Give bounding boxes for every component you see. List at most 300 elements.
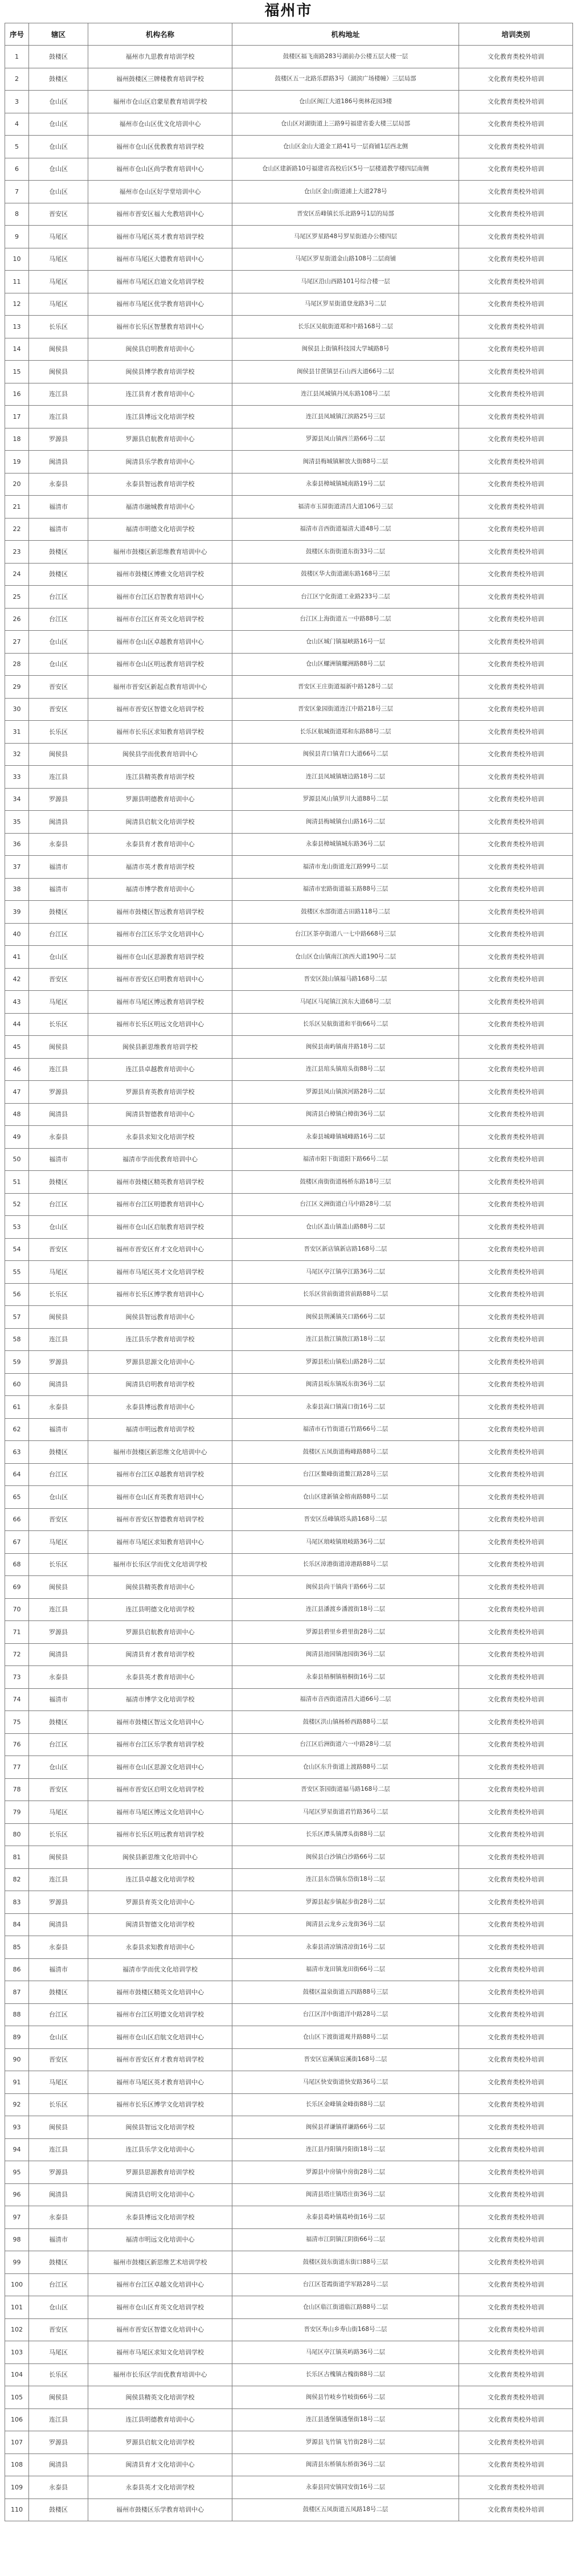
cell-index: 37: [5, 856, 29, 879]
cell-institution-address: 闽侯县荆溪镇关口路66号二层: [232, 1306, 459, 1329]
header-institution-name: 机构名称: [88, 23, 232, 46]
cell-district: 仓山区: [29, 2296, 88, 2319]
cell-index: 32: [5, 743, 29, 766]
cell-district: 长乐区: [29, 1823, 88, 1846]
cell-index: 51: [5, 1171, 29, 1194]
cell-training-category: 文化教育类校外培训: [459, 113, 573, 136]
table-row: [5, 1396, 573, 1419]
cell-district: 台江区: [29, 923, 88, 946]
cell-district: 闽侯县: [29, 338, 88, 361]
cell-district: 马尾区: [29, 248, 88, 271]
cell-index: 81: [5, 1846, 29, 1869]
cell-district: 闽清县: [29, 1373, 88, 1396]
cell-institution-address: 台江区苍霞街道学军路28号二层: [232, 2273, 459, 2296]
cell-index: 100: [5, 2273, 29, 2296]
cell-institution-name: 福州市马尾区求知教育培训中心: [88, 1531, 232, 1554]
cell-institution-address: 仓山区盖山镇盖山路88号二层: [232, 1216, 459, 1239]
table-row: [5, 2431, 573, 2454]
cell-district: 福清市: [29, 1418, 88, 1441]
cell-district: 闽侯县: [29, 1306, 88, 1329]
cell-index: 24: [5, 563, 29, 586]
table-row: [5, 518, 573, 541]
table-row: [5, 676, 573, 699]
cell-institution-name: 福州市仓山区优教教育培训学校: [88, 136, 232, 158]
cell-training-category: 文化教育类校外培训: [459, 496, 573, 519]
cell-institution-address: 马尾区亭江镇英屿路36号二层: [232, 2341, 459, 2364]
table-row: [5, 1238, 573, 1261]
cell-index: 7: [5, 181, 29, 203]
cell-district: 晋安区: [29, 698, 88, 721]
cell-district: 仓山区: [29, 1756, 88, 1779]
table-row: [5, 1666, 573, 1689]
cell-institution-name: 福州市台江区卓越教育培训学校: [88, 1463, 232, 1486]
cell-training-category: 文化教育类校外培训: [459, 68, 573, 91]
cell-district: 台江区: [29, 2003, 88, 2026]
table-row: [5, 811, 573, 834]
cell-district: 仓山区: [29, 946, 88, 969]
cell-institution-address: 台江区上海街道五一中路88号二层: [232, 608, 459, 631]
cell-index: 55: [5, 1261, 29, 1284]
table-row: [5, 46, 573, 68]
cell-district: 长乐区: [29, 2093, 88, 2116]
cell-institution-address: 永泰县樟城镇城南路19号二层: [232, 473, 459, 496]
cell-training-category: 文化教育类校外培训: [459, 1103, 573, 1126]
cell-institution-name: 福清市明远文化培训中心: [88, 2228, 232, 2251]
cell-institution-name: 连江县乐学文化培训中心: [88, 2138, 232, 2161]
cell-index: 90: [5, 2048, 29, 2071]
cell-index: 30: [5, 698, 29, 721]
table-row: [5, 878, 573, 901]
cell-training-category: 文化教育类校外培训: [459, 316, 573, 338]
cell-index: 3: [5, 91, 29, 113]
cell-institution-address: 福清市龙田镇龙田街66号二层: [232, 1958, 459, 1981]
table-row: [5, 1418, 573, 1441]
cell-institution-name: 罗源县启航教育培训中心: [88, 428, 232, 451]
page-title: 福州市: [264, 2, 313, 19]
cell-institution-name: 闽侯县智远教育培训中心: [88, 1306, 232, 1329]
table-row: [5, 136, 573, 158]
table-row: [5, 1081, 573, 1104]
cell-training-category: 文化教育类校外培训: [459, 2273, 573, 2296]
cell-index: 16: [5, 383, 29, 406]
cell-institution-address: 仓山区城门镇福峡路16号一层: [232, 631, 459, 654]
table-row: [5, 653, 573, 676]
cell-index: 98: [5, 2228, 29, 2251]
cell-institution-address: 罗源县凤山镇罗川大道88号二层: [232, 788, 459, 811]
cell-index: 79: [5, 1801, 29, 1824]
cell-training-category: 文化教育类校外培训: [459, 878, 573, 901]
cell-district: 鼓楼区: [29, 1441, 88, 1464]
cell-training-category: 文化教育类校外培训: [459, 2183, 573, 2206]
cell-institution-address: 鼓楼区五凤街道五凤路18号二层: [232, 2499, 459, 2521]
table-row: [5, 2251, 573, 2274]
cell-index: 40: [5, 923, 29, 946]
table-row: [5, 1936, 573, 1959]
cell-institution-name: 福州市台江区乐学文化培训中心: [88, 923, 232, 946]
cell-training-category: 文化教育类校外培训: [459, 2476, 573, 2499]
table-row: [5, 1553, 573, 1576]
cell-index: 96: [5, 2183, 29, 2206]
cell-institution-name: 闽清县乐学教育培训中心: [88, 451, 232, 473]
cell-institution-name: 福州市马尾区优学教育培训中心: [88, 293, 232, 316]
cell-institution-name: 罗源县育英文化培训中心: [88, 1891, 232, 1914]
cell-training-category: 文化教育类校外培训: [459, 631, 573, 654]
cell-index: 12: [5, 293, 29, 316]
cell-institution-address: 鼓楼区鼓东街道东街口88号三层: [232, 2251, 459, 2274]
cell-institution-address: 马尾区亭江镇亭江路36号二层: [232, 1261, 459, 1284]
table-row: [5, 1171, 573, 1194]
cell-district: 罗源县: [29, 1621, 88, 1644]
cell-training-category: 文化教育类校外培训: [459, 1351, 573, 1374]
table-row: [5, 1846, 573, 1869]
cell-institution-address: 长乐区营前街道营前路88号二层: [232, 1283, 459, 1306]
cell-institution-name: 福州市晋安区智德教育培训学校: [88, 1508, 232, 1531]
cell-training-category: 文化教育类校外培训: [459, 2318, 573, 2341]
table-row: [5, 1688, 573, 1711]
table-row: [5, 1733, 573, 1756]
cell-institution-name: 福州市鼓楼区智远文化培训中心: [88, 1711, 232, 1734]
cell-institution-address: 仓山区仓山镇南江滨西大道190号二层: [232, 946, 459, 969]
cell-institution-name: 闽清县育才文化培训中心: [88, 2453, 232, 2476]
table-row: [5, 1103, 573, 1126]
cell-district: 闽侯县: [29, 361, 88, 383]
cell-index: 85: [5, 1936, 29, 1959]
cell-training-category: 文化教育类校外培训: [459, 1981, 573, 2004]
cell-district: 仓山区: [29, 181, 88, 203]
cell-training-category: 文化教育类校外培训: [459, 1283, 573, 1306]
cell-district: 罗源县: [29, 2161, 88, 2184]
cell-institution-address: 长乐区吴航街道和平街66号二层: [232, 1013, 459, 1036]
cell-district: 闽侯县: [29, 2386, 88, 2409]
cell-district: 罗源县: [29, 2431, 88, 2454]
cell-training-category: 文化教育类校外培训: [459, 2048, 573, 2071]
cell-institution-name: 福州市仓山区启蒙星教育培训学校: [88, 91, 232, 113]
table-row: [5, 2206, 573, 2229]
table-row: [5, 991, 573, 1014]
cell-institution-address: 仓山区下渡街道观井路88号二层: [232, 2026, 459, 2049]
cell-district: 长乐区: [29, 721, 88, 744]
cell-district: 永泰县: [29, 1126, 88, 1149]
table-row: [5, 451, 573, 473]
cell-district: 连江县: [29, 766, 88, 789]
cell-institution-address: 连江县潘渡乡潘渡街18号二层: [232, 1598, 459, 1621]
table-row: [5, 2161, 573, 2184]
table-row: [5, 2273, 573, 2296]
cell-training-category: 文化教育类校外培训: [459, 271, 573, 293]
cell-district: 永泰县: [29, 2476, 88, 2499]
cell-training-category: 文化教育类校外培训: [459, 1441, 573, 1464]
table-row: [5, 2453, 573, 2476]
cell-institution-name: 福州市马尾区大德教育培训中心: [88, 248, 232, 271]
table-row: [5, 496, 573, 519]
table-row: [5, 2408, 573, 2431]
cell-training-category: 文化教育类校外培训: [459, 1891, 573, 1914]
cell-institution-name: 福州鼓楼区三牌楼教育培训学校: [88, 68, 232, 91]
cell-institution-address: 晋安区岳峰镇长乐北路9号1层的局部: [232, 203, 459, 226]
cell-institution-address: 福清市阳下街道阳下路66号二层: [232, 1148, 459, 1171]
table-row: [5, 361, 573, 383]
cell-institution-name: 福清市博学文化培训学校: [88, 1688, 232, 1711]
cell-training-category: 文化教育类校外培训: [459, 946, 573, 969]
cell-institution-address: 长乐区古槐镇古槐街88号二层: [232, 2363, 459, 2386]
cell-training-category: 文化教育类校外培训: [459, 361, 573, 383]
cell-training-category: 文化教育类校外培训: [459, 2228, 573, 2251]
cell-institution-address: 仓山区螺洲镇螺洲路88号二层: [232, 653, 459, 676]
cell-institution-address: 罗源县中房镇中房街28号二层: [232, 2161, 459, 2184]
cell-index: 77: [5, 1756, 29, 1779]
cell-institution-address: 闽侯县祥谦镇祥谦路66号二层: [232, 2116, 459, 2139]
cell-training-category: 文化教育类校外培训: [459, 586, 573, 609]
cell-training-category: 文化教育类校外培训: [459, 1463, 573, 1486]
cell-institution-address: 永泰县嵩口镇嵩口街16号二层: [232, 1396, 459, 1419]
cell-index: 2: [5, 68, 29, 91]
table-row: [5, 2093, 573, 2116]
cell-index: 87: [5, 1981, 29, 2004]
table-row: [5, 2116, 573, 2139]
cell-training-category: 文化教育类校外培训: [459, 181, 573, 203]
cell-training-category: 文化教育类校外培训: [459, 1666, 573, 1689]
cell-institution-name: 福州市仓山区育英教育培训中心: [88, 1486, 232, 1509]
cell-index: 5: [5, 136, 29, 158]
cell-institution-name: 福州市鼓楼区新思维艺术培训学校: [88, 2251, 232, 2274]
cell-index: 101: [5, 2296, 29, 2319]
cell-training-category: 文化教育类校外培训: [459, 1148, 573, 1171]
cell-district: 福清市: [29, 496, 88, 519]
cell-index: 11: [5, 271, 29, 293]
cell-training-category: 文化教育类校外培训: [459, 766, 573, 789]
cell-training-category: 文化教育类校外培训: [459, 788, 573, 811]
cell-district: 罗源县: [29, 1891, 88, 1914]
cell-district: 连江县: [29, 2138, 88, 2161]
cell-institution-address: 仓山区建新镇金榕南路88号二层: [232, 1486, 459, 1509]
cell-training-category: 文化教育类校外培训: [459, 1778, 573, 1801]
cell-institution-address: 永泰县葛岭镇葛岭街16号二层: [232, 2206, 459, 2229]
cell-training-category: 文化教育类校外培训: [459, 2206, 573, 2229]
table-row: [5, 1823, 573, 1846]
cell-institution-address: 马尾区沿山西路101号综合楼一层: [232, 271, 459, 293]
cell-institution-address: 闽清县坂东镇坂东街36号二层: [232, 1373, 459, 1396]
cell-training-category: 文化教育类校外培训: [459, 811, 573, 834]
cell-institution-name: 福州市台江区乐学教育培训学校: [88, 1733, 232, 1756]
cell-institution-address: 鼓楼区南街街道杨桥东路18号三层: [232, 1171, 459, 1194]
cell-district: 台江区: [29, 586, 88, 609]
cell-institution-address: 永泰县同安镇同安街16号二层: [232, 2476, 459, 2499]
cell-institution-name: 福州市晋安区新起点教育培训中心: [88, 676, 232, 699]
cell-institution-address: 连江县凤城镇江滨路25号三层: [232, 406, 459, 428]
cell-institution-name: 闽清县育才教育培训学校: [88, 1643, 232, 1666]
table-row: [5, 923, 573, 946]
cell-index: 75: [5, 1711, 29, 1734]
table-row: [5, 901, 573, 924]
cell-district: 鼓楼区: [29, 68, 88, 91]
cell-training-category: 文化教育类校外培训: [459, 2026, 573, 2049]
cell-institution-address: 晋安区王庄街道福新中路128号二层: [232, 676, 459, 699]
cell-district: 闽侯县: [29, 1576, 88, 1599]
cell-training-category: 文化教育类校外培训: [459, 1846, 573, 1869]
cell-index: 97: [5, 2206, 29, 2229]
table-row: [5, 1868, 573, 1891]
cell-institution-name: 闽清县智德文化培训学校: [88, 1913, 232, 1936]
table-row: [5, 1621, 573, 1644]
cell-institution-address: 福清市玉屏街道清昌大道106号三层: [232, 496, 459, 519]
cell-institution-address: 仓山区金山街道浦上大道278号: [232, 181, 459, 203]
cell-district: 永泰县: [29, 833, 88, 856]
table-row: [5, 248, 573, 271]
cell-training-category: 文化教育类校外培训: [459, 608, 573, 631]
cell-training-category: 文化教育类校外培训: [459, 2296, 573, 2319]
cell-index: 99: [5, 2251, 29, 2274]
cell-district: 永泰县: [29, 1936, 88, 1959]
table-row: [5, 2183, 573, 2206]
header-row: [5, 23, 573, 46]
cell-district: 闽侯县: [29, 743, 88, 766]
cell-training-category: 文化教育类校外培训: [459, 2453, 573, 2476]
cell-institution-address: 晋安区岳峰镇塔头路168号二层: [232, 1508, 459, 1531]
cell-institution-address: 晋安区新店镇新店路168号二层: [232, 1238, 459, 1261]
cell-institution-name: 福州市晋安区福大允教培训中心: [88, 203, 232, 226]
cell-institution-address: 鼓楼区东街街道东街33号二层: [232, 541, 459, 564]
cell-district: 鼓楼区: [29, 1711, 88, 1734]
cell-index: 45: [5, 1036, 29, 1059]
cell-training-category: 文化教育类校外培训: [459, 1193, 573, 1216]
cell-district: 马尾区: [29, 1531, 88, 1554]
cell-institution-address: 闽侯县竹岐乡竹岐街66号二层: [232, 2386, 459, 2409]
cell-institution-name: 福州市长乐区学而优文化培训学校: [88, 1553, 232, 1576]
cell-training-category: 文化教育类校外培训: [459, 248, 573, 271]
header-institution-address: 机构地址: [232, 23, 459, 46]
cell-institution-name: 福州市鼓楼区新思维文化培训中心: [88, 1441, 232, 1464]
table-row: [5, 856, 573, 879]
cell-district: 晋安区: [29, 676, 88, 699]
cell-institution-name: 闽侯县启明教育培训中心: [88, 338, 232, 361]
cell-institution-address: 鼓楼区五凤街道梅峰路88号二层: [232, 1441, 459, 1464]
cell-institution-name: 罗源县思源文化培训中心: [88, 1351, 232, 1374]
cell-index: 33: [5, 766, 29, 789]
cell-institution-address: 鼓楼区华大街道湖东路168号三层: [232, 563, 459, 586]
cell-institution-name: 福州市九思教育培训学校: [88, 46, 232, 68]
table-row: [5, 2071, 573, 2094]
cell-index: 42: [5, 968, 29, 991]
cell-training-category: 文化教育类校外培训: [459, 2116, 573, 2139]
cell-training-category: 文化教育类校外培训: [459, 1553, 573, 1576]
cell-training-category: 文化教育类校外培训: [459, 226, 573, 248]
cell-institution-name: 连江县卓越文化培训学校: [88, 1868, 232, 1891]
table-row: [5, 1193, 573, 1216]
cell-index: 50: [5, 1148, 29, 1171]
cell-institution-name: 闽侯县新思维文化培训中心: [88, 1846, 232, 1869]
cell-institution-name: 福州市晋安区启明文化培训学校: [88, 1778, 232, 1801]
cell-index: 8: [5, 203, 29, 226]
table-row: [5, 91, 573, 113]
cell-institution-address: 罗源县凤山镇滨河路28号二层: [232, 1081, 459, 1104]
cell-training-category: 文化教育类校外培训: [459, 203, 573, 226]
cell-institution-address: 仓山区东升街道上渡路88号二层: [232, 1756, 459, 1779]
cell-training-category: 文化教育类校外培训: [459, 1868, 573, 1891]
cell-institution-name: 闽清县启明文化培训中心: [88, 2183, 232, 2206]
cell-district: 闽清县: [29, 1913, 88, 1936]
cell-index: 43: [5, 991, 29, 1014]
cell-institution-name: 福州市鼓楼区智远教育培训学校: [88, 901, 232, 924]
cell-institution-name: 永泰县智远教育培训学校: [88, 473, 232, 496]
cell-institution-name: 福州市仓山区尚学教育培训中心: [88, 158, 232, 181]
cell-index: 92: [5, 2093, 29, 2116]
cell-district: 鼓楼区: [29, 46, 88, 68]
cell-index: 1: [5, 46, 29, 68]
cell-institution-address: 鼓楼区五一北路乐群路3号（湖滨广场楼幢）三层局部: [232, 68, 459, 91]
table-row: [5, 1463, 573, 1486]
table-row: [5, 968, 573, 991]
cell-training-category: 文化教育类校外培训: [459, 901, 573, 924]
cell-institution-address: 长乐区漳港街道漳港路88号二层: [232, 1553, 459, 1576]
cell-institution-name: 闽清县智德教育培训中心: [88, 1103, 232, 1126]
cell-training-category: 文化教育类校外培训: [459, 653, 573, 676]
table-row: [5, 563, 573, 586]
cell-district: 仓山区: [29, 1486, 88, 1509]
cell-index: 95: [5, 2161, 29, 2184]
cell-index: 35: [5, 811, 29, 834]
cell-district: 鼓楼区: [29, 2499, 88, 2521]
cell-index: 29: [5, 676, 29, 699]
table-row: [5, 1351, 573, 1374]
cell-district: 永泰县: [29, 1396, 88, 1419]
table-row: [5, 608, 573, 631]
cell-district: 晋安区: [29, 2048, 88, 2071]
cell-district: 连江县: [29, 383, 88, 406]
cell-district: 福清市: [29, 1148, 88, 1171]
cell-institution-name: 福州市仓山区启航教育培训学校: [88, 1216, 232, 1239]
cell-training-category: 文化教育类校外培训: [459, 406, 573, 428]
table-row: [5, 1216, 573, 1239]
cell-institution-name: 连江县精英教育培训学校: [88, 766, 232, 789]
table-row: [5, 181, 573, 203]
table-row: [5, 541, 573, 564]
table-row: [5, 2499, 573, 2521]
cell-training-category: 文化教育类校外培训: [459, 1486, 573, 1509]
table-row: [5, 1126, 573, 1149]
table-row: [5, 721, 573, 744]
cell-district: 仓山区: [29, 1216, 88, 1239]
cell-institution-name: 罗源县启航文化培训学校: [88, 2431, 232, 2454]
cell-training-category: 文化教育类校外培训: [459, 1756, 573, 1779]
cell-institution-address: 闽清县东桥镇东桥街36号二层: [232, 2453, 459, 2476]
cell-district: 闽侯县: [29, 1036, 88, 1059]
cell-institution-name: 福州市台江区育英文化培训学校: [88, 608, 232, 631]
table-row: [5, 383, 573, 406]
cell-institution-address: 福清市龙山街道龙江路99号二层: [232, 856, 459, 879]
cell-district: 鼓楼区: [29, 563, 88, 586]
cell-district: 仓山区: [29, 136, 88, 158]
cell-training-category: 文化教育类校外培训: [459, 563, 573, 586]
cell-institution-address: 福清市音西街道清昌大道66号二层: [232, 1688, 459, 1711]
cell-training-category: 文化教育类校外培训: [459, 428, 573, 451]
cell-institution-address: 闽侯县南屿镇南井路18号二层: [232, 1036, 459, 1059]
cell-institution-name: 罗源县思源教育培训学校: [88, 2161, 232, 2184]
cell-institution-name: 福州市长乐区明远教育培训学校: [88, 1823, 232, 1846]
cell-institution-address: 罗源县碧里乡碧里街28号二层: [232, 1621, 459, 1644]
cell-index: 72: [5, 1643, 29, 1666]
cell-index: 104: [5, 2363, 29, 2386]
cell-training-category: 文化教育类校外培训: [459, 2003, 573, 2026]
table-row: [5, 1598, 573, 1621]
cell-training-category: 文化教育类校外培训: [459, 46, 573, 68]
table-row: [5, 698, 573, 721]
table-row: [5, 788, 573, 811]
cell-index: 19: [5, 451, 29, 473]
cell-district: 台江区: [29, 608, 88, 631]
cell-district: 连江县: [29, 2408, 88, 2431]
cell-training-category: 文化教育类校外培训: [459, 721, 573, 744]
cell-training-category: 文化教育类校外培训: [459, 1418, 573, 1441]
